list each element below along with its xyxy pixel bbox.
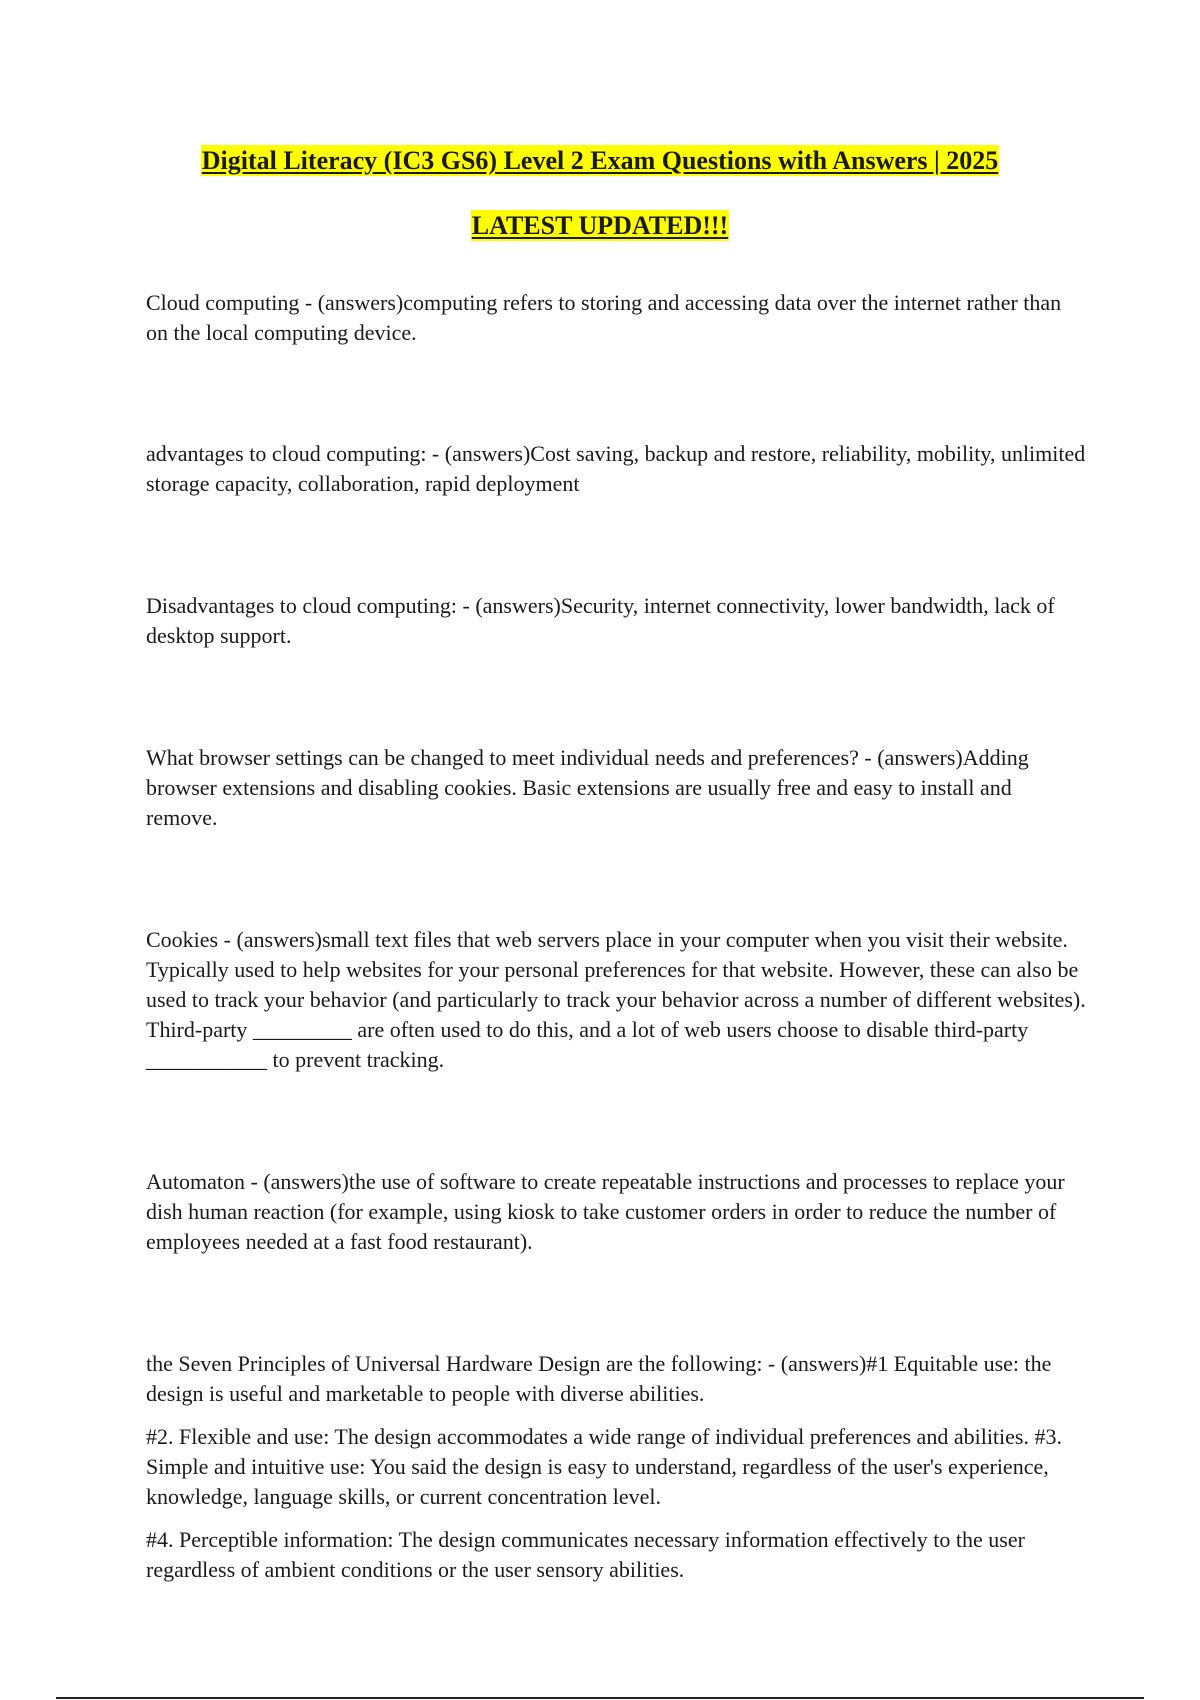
qa-content — [146, 288, 1086, 1585]
qa-entry-text: Cloud computing - (answers)computing refers to storing and accessing data over the internet rather than on the local computing device. — [146, 290, 1062, 345]
qa-entry — [146, 925, 1086, 1075]
qa-entry-text: the Seven Principles of Universal Hardware Design are the following: - (answers)#1 Equitable use: the design is useful and marketable to people with diverse abilities. — [146, 1351, 1052, 1406]
qa-entry-continuation — [146, 1422, 1086, 1512]
qa-entry — [146, 1349, 1086, 1409]
qa-entry — [146, 288, 1086, 348]
qa-entry-text: #2. Flexible and use: The design accommodates a wide range of individual preferences and abilities. #3. Simple and intuitive use: You said the design is easy to understand, regardless of the user's experience, knowledge, language skills, or current concentration level. — [146, 1424, 1062, 1509]
qa-entry — [146, 439, 1086, 499]
qa-entry-text: advantages to cloud computing: - (answers)Cost saving, backup and restore, reliability, mobility, unlimited storage capacity, collaboration, rapid deployment — [146, 441, 1086, 496]
page-bottom-rule — [56, 1697, 1144, 1699]
qa-entry-text: #4. Perceptible information: The design communicates necessary information effectively to the user regardless of ambient conditions or the user sensory abilities. — [146, 1527, 1025, 1582]
qa-entry — [146, 1167, 1086, 1257]
qa-entry-text: Cookies - (answers)small text files that web servers place in your computer when you visit their website. Typically used to help websites for your personal preferences for that website. However, these can also be used to track your behavior (and particularly to track your behavior across a number of different websites). Third-party _________ are often used to do this, and a lot of web users choose to disable third-party ___________ to prevent tracking. — [146, 927, 1086, 1072]
qa-entry-text: Disadvantages to cloud computing: - (answers)Security, internet connectivity, lower bandwidth, lack of desktop support. — [146, 593, 1055, 648]
document-title-line1: Digital Literacy (IC3 GS6) Level 2 Exam Questions with Answers | 2025 — [201, 146, 999, 175]
qa-entry — [146, 591, 1086, 651]
qa-entry-text: What browser settings can be changed to meet individual needs and preferences? - (answers)Adding browser extensions and disabling cookies. Basic extensions are usually free and easy to install and remove. — [146, 745, 1029, 830]
qa-entry-continuation — [146, 1525, 1086, 1585]
document-title — [0, 146, 1200, 176]
qa-entry — [146, 743, 1086, 833]
document-title-line2: LATEST UPDATED!!! — [471, 211, 729, 240]
document-subtitle — [0, 211, 1200, 241]
qa-entry-text: Automaton - (answers)the use of software to create repeatable instructions and processes to replace your dish human reaction (for example, using kiosk to take customer orders in order to reduce the number of employees needed at a fast food restaurant). — [146, 1169, 1065, 1254]
